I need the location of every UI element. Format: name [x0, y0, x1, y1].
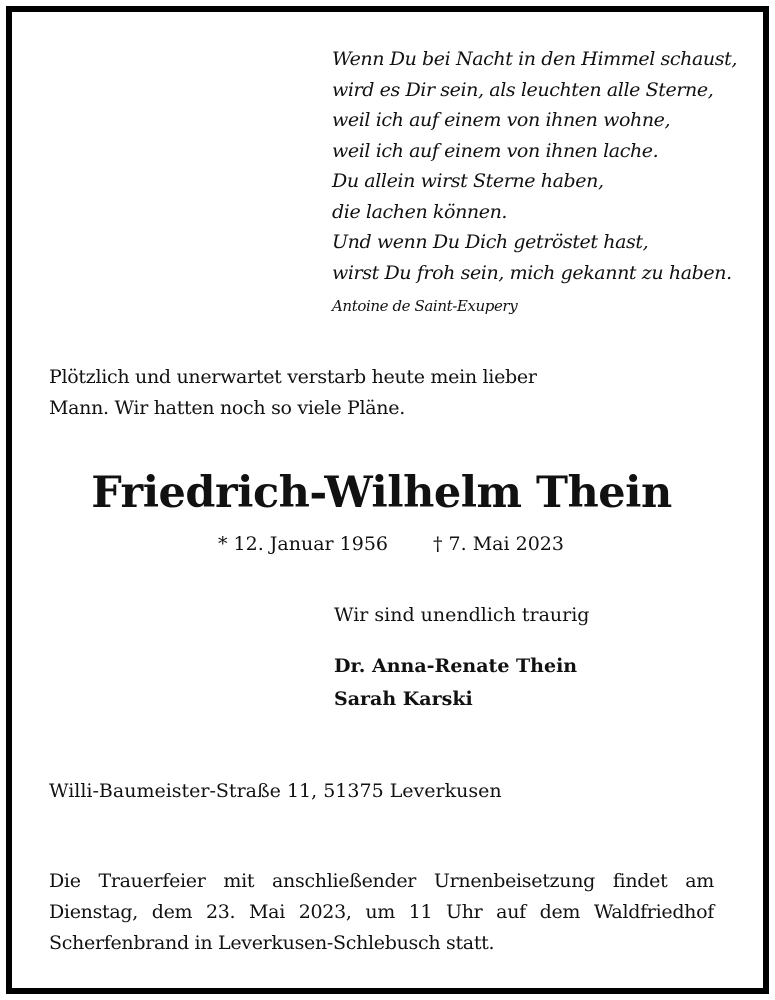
- poem-author: Antoine de Saint-Exupery: [332, 297, 518, 315]
- funeral-service-info: [49, 866, 714, 959]
- poem-line: weil ich auf einem von ihnen wohne,: [332, 109, 671, 131]
- service-line: Dienstag, dem 23. Mai 2023, um 11 Uhr auf dem Waldfriedhof: [49, 901, 714, 923]
- death-date: † 7. Mai 2023: [433, 533, 564, 555]
- poem: [332, 44, 752, 316]
- intro-line: Mann. Wir hatten noch so viele Pläne.: [49, 396, 405, 419]
- birth-date: * 12. Januar 1956: [218, 533, 389, 555]
- service-line: Die Trauerfeier mit anschließender Urnenbeisetzung findet am: [49, 870, 714, 892]
- poem-line: die lachen können.: [332, 200, 508, 223]
- mourning-statement: Wir sind unendlich traurig: [334, 604, 590, 626]
- poem-line: Wenn Du bei Nacht in den Himmel schaust,: [332, 48, 737, 70]
- mourner-name: Dr. Anna-Renate Thein: [334, 655, 578, 677]
- poem-line: weil ich auf einem von ihnen lache.: [332, 139, 659, 162]
- intro-text: [49, 362, 649, 423]
- poem-line: wird es Dir sein, als leuchten alle Sterne,: [332, 78, 714, 101]
- poem-line: Du allein wirst Sterne haben,: [332, 170, 604, 192]
- mourner-name: Sarah Karski: [334, 688, 473, 710]
- deceased-name: Friedrich-Wilhelm Thein: [91, 468, 672, 518]
- mourner-names: [334, 650, 577, 716]
- service-line: Scherfenbrand in Leverkusen-Schlebusch statt.: [49, 932, 495, 954]
- intro-line: Plötzlich und unerwartet verstarb heute mein lieber: [49, 366, 537, 388]
- poem-line: Und wenn Du Dich getröstet hast,: [332, 231, 649, 253]
- poem-line: wirst Du froh sein, mich gekannt zu haben.: [332, 261, 732, 284]
- address: Willi-Baumeister-Straße 11, 51375 Leverkusen: [49, 780, 502, 802]
